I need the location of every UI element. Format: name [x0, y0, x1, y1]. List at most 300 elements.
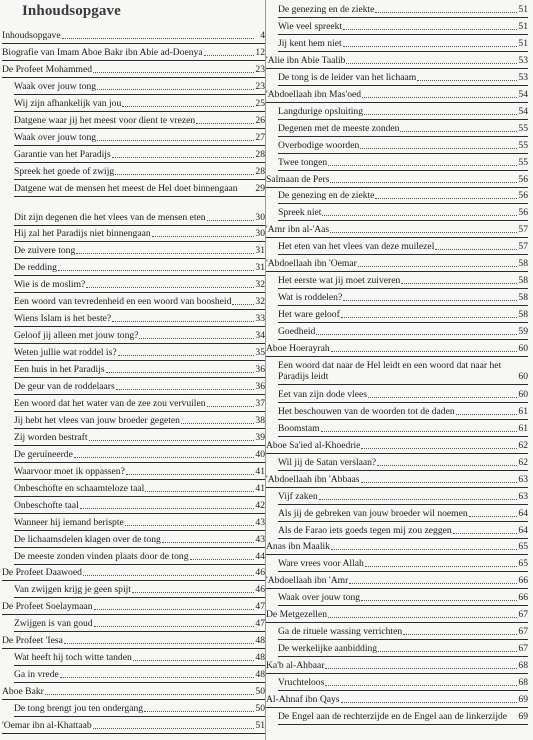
- toc-entry[interactable]: [2, 686, 265, 697]
- toc-entry[interactable]: [266, 89, 528, 100]
- toc-entry-title: De Engel aan de rechterzijde en de Engel aan de linkerzijde: [278, 710, 508, 722]
- toc-entry-title: Anas ibn Maalik: [266, 541, 330, 553]
- toc-entry[interactable]: [266, 106, 528, 117]
- toc-entry-row: [266, 89, 528, 100]
- dot-leader: [375, 190, 517, 199]
- toc-entry-page-number: 43: [255, 516, 265, 528]
- toc-entry[interactable]: [266, 190, 528, 201]
- dot-leader: [94, 618, 254, 627]
- dot-leader: [132, 584, 254, 593]
- toc-entry-title: Wie veel spreekt: [278, 20, 343, 32]
- dot-leader: [365, 558, 517, 567]
- toc-entry[interactable]: [2, 415, 265, 426]
- toc-entry-row: [14, 449, 265, 460]
- dot-leader: [453, 525, 517, 534]
- toc-entry-title: Jij hebt het vlees van jouw broeder gegeten: [14, 414, 180, 426]
- toc-entry-title: Garantie van het Paradijs: [14, 148, 111, 160]
- underline-rule: [266, 68, 528, 69]
- underline-rule: [278, 17, 528, 18]
- toc-entry-row: [2, 635, 265, 646]
- toc-entry[interactable]: [266, 643, 528, 654]
- toc-entry-row: [266, 474, 528, 485]
- toc-entry[interactable]: [2, 483, 265, 494]
- toc-entry[interactable]: [2, 296, 265, 307]
- toc-entry[interactable]: [2, 398, 265, 409]
- toc-entry-page-number: 65: [518, 558, 528, 570]
- underline-rule: [14, 275, 265, 276]
- toc-entry-title: Waak over jouw tong: [278, 592, 361, 604]
- toc-entry-page-number: 60: [518, 343, 528, 354]
- underline-rule: [14, 292, 265, 293]
- toc-entry[interactable]: [266, 541, 528, 552]
- toc-entry-title: Een woord van tevredenheid en een woord van boosheid: [14, 296, 232, 308]
- toc-entry-title: Onbeschofte en schaamteloze taal: [14, 482, 145, 494]
- toc-entry-title: Aboe Hoerayrah: [266, 343, 330, 354]
- toc-entry[interactable]: [266, 457, 528, 468]
- toc-entry-row: [14, 618, 265, 629]
- toc-entry-title: De werkelijke aanbidding: [278, 643, 378, 655]
- toc-entry-page-number: 32: [255, 279, 265, 291]
- toc-entry-page-number: 57: [518, 224, 528, 236]
- toc-entry[interactable]: [2, 149, 265, 160]
- toc-entry[interactable]: [266, 389, 528, 400]
- toc-entry[interactable]: [2, 30, 265, 41]
- toc-entry-title: Wat heeft hij toch witte tanden: [14, 652, 132, 664]
- toc-entry-page-number: 41: [255, 465, 265, 477]
- toc-entry-row: [14, 381, 265, 392]
- toc-entry-row: [278, 207, 528, 218]
- toc-entry-title: Wiens Islam is het beste?: [14, 313, 112, 325]
- toc-entry-row: [278, 360, 528, 382]
- underline-rule: [278, 639, 528, 640]
- toc-entry-title: Waak over jouw tong: [14, 80, 97, 92]
- toc-entry-row: [278, 38, 528, 49]
- toc-entry-page-number: 44: [255, 550, 265, 562]
- dot-leader: [322, 207, 517, 216]
- toc-entry[interactable]: [266, 609, 528, 620]
- toc-entry-title: Ware vrees voor Allah: [278, 558, 364, 570]
- dot-leader: [343, 21, 517, 30]
- toc-entry[interactable]: [266, 575, 528, 586]
- toc-entry-title: Dit zijn degenen die het vlees van de mensen eten: [14, 211, 206, 223]
- toc-entry-row: [14, 415, 265, 426]
- toc-entry-row: [14, 347, 265, 358]
- toc-entry[interactable]: [2, 279, 265, 290]
- toc-entry[interactable]: [2, 584, 265, 595]
- dot-leader: [60, 669, 254, 678]
- toc-entry-page-number: 61: [518, 422, 528, 434]
- dot-leader: [139, 330, 254, 339]
- toc-entry[interactable]: [266, 474, 528, 485]
- toc-entry-title: Datgene waar jij het meest voor dient te vrezen: [14, 114, 196, 126]
- toc-entry-page-number: 31: [255, 245, 265, 257]
- toc-entry-page-number: 65: [518, 541, 528, 553]
- toc-entry-row: [14, 483, 265, 494]
- dot-leader: [361, 474, 517, 483]
- dot-leader: [325, 660, 517, 669]
- toc-entry-title: Spreek het goede of zwijg: [14, 165, 115, 177]
- toc-entry-title: Zwijgen is van goud: [14, 618, 93, 630]
- dot-leader: [97, 81, 254, 90]
- toc-entry-row: [14, 398, 265, 409]
- toc-entry[interactable]: [266, 207, 528, 218]
- underline-rule: [2, 614, 265, 615]
- toc-entry-row: [14, 669, 265, 680]
- underline-rule: [14, 462, 265, 463]
- dot-leader: [93, 64, 254, 73]
- toc-entry-row: [266, 55, 528, 66]
- toc-entry[interactable]: [2, 432, 265, 443]
- toc-entry[interactable]: [266, 224, 528, 235]
- dot-leader: [181, 415, 254, 424]
- dot-leader: [122, 98, 254, 107]
- toc-entry[interactable]: [2, 228, 265, 239]
- underline-rule: [278, 571, 528, 572]
- toc-entry-row: [266, 258, 528, 269]
- toc-entry[interactable]: [266, 406, 528, 417]
- dot-leader: [74, 449, 254, 458]
- dot-leader: [435, 241, 517, 250]
- toc-entry[interactable]: [266, 525, 528, 536]
- toc-entry-row: [14, 81, 265, 92]
- dot-leader: [62, 30, 254, 39]
- toc-entry-title: Aboe Bakr: [2, 686, 44, 698]
- toc-entry[interactable]: [266, 360, 528, 382]
- underline-rule: [278, 170, 528, 171]
- dot-leader: [162, 534, 254, 543]
- toc-entry-title: Als de Farao iets goeds tegen mij zou zeggen: [278, 524, 452, 536]
- dot-leader: [343, 292, 517, 301]
- toc-entry-page-number: 69: [518, 694, 528, 705]
- toc-entry-title: 'Abdoellaah ibn 'Oemar: [266, 258, 357, 270]
- toc-entry[interactable]: [266, 140, 528, 151]
- toc-entry-title: De Profeet Daawoed: [2, 567, 82, 579]
- dot-leader: [403, 626, 517, 635]
- toc-entry-page-number: 27: [255, 131, 265, 143]
- toc-entry-title: Overbodige woorden: [278, 139, 360, 151]
- toc-entry-row: [278, 643, 528, 654]
- toc-entry-title: Vruchteloos: [278, 677, 325, 689]
- toc-entry-row: [278, 4, 528, 15]
- toc-entry-title: Wil jij de Satan verslaan?: [278, 456, 377, 468]
- toc-entry-row: [278, 525, 528, 536]
- underline-rule: [278, 136, 528, 137]
- toc-entry[interactable]: [266, 423, 528, 434]
- toc-entry[interactable]: [2, 500, 265, 511]
- toc-entry[interactable]: [2, 81, 265, 92]
- toc-entry[interactable]: [266, 491, 528, 502]
- toc-entry-title: Zij worden bestraft: [14, 431, 88, 443]
- toc-entry[interactable]: [2, 567, 265, 578]
- toc-entry-row: [278, 123, 528, 134]
- toc-entry-page-number: 56: [518, 190, 528, 202]
- toc-entry[interactable]: [2, 703, 265, 714]
- dot-leader: [80, 500, 254, 509]
- underline-rule: [14, 343, 265, 344]
- toc-entry-row: [2, 64, 265, 75]
- toc-entry-title: Een woord dat naar de Hel leidt en een woord dat naar het Paradijs leidt: [278, 359, 502, 382]
- toc-entry-title: Jij kent hem niet: [278, 37, 342, 49]
- dot-leader: [116, 381, 254, 390]
- toc-entry-row: [14, 115, 265, 126]
- underline-rule: [14, 309, 265, 310]
- toc-entry[interactable]: [2, 212, 265, 223]
- toc-entry[interactable]: [266, 592, 528, 603]
- toc-entry[interactable]: [2, 601, 265, 612]
- dot-leader: [144, 703, 254, 712]
- dot-leader: [401, 275, 517, 284]
- toc-entry[interactable]: [2, 47, 265, 58]
- dot-leader: [204, 47, 254, 56]
- toc-entry-title: Waarvoor moet ik oppassen?: [14, 465, 125, 477]
- underline-rule: [278, 504, 528, 505]
- toc-entry-page-number: 61: [518, 405, 528, 417]
- underline-rule: [2, 43, 265, 44]
- toc-entry[interactable]: [2, 132, 265, 143]
- underline-rule: [14, 326, 265, 327]
- toc-entry-row: [14, 245, 265, 256]
- underline-rule: [266, 673, 528, 674]
- toc-entry-page-number: 50: [255, 686, 265, 698]
- toc-entry-page-number: 51: [255, 720, 265, 731]
- dot-leader: [331, 343, 517, 352]
- dot-leader: [360, 140, 517, 149]
- toc-entry-page-number: 33: [255, 313, 265, 325]
- toc-entry-row: [266, 575, 528, 586]
- toc-entry[interactable]: [266, 660, 528, 671]
- toc-entry-row: [14, 703, 265, 714]
- toc-entry-page-number: 51: [518, 4, 528, 15]
- toc-entry-title: Waak over jouw tong: [14, 131, 97, 143]
- toc-entry-page-number: 60: [518, 388, 528, 400]
- toc-entry-row: [14, 132, 265, 143]
- toc-entry[interactable]: [2, 313, 265, 324]
- toc-entry-row: [278, 21, 528, 32]
- toc-entry[interactable]: [266, 241, 528, 252]
- underline-rule: [278, 402, 528, 403]
- underline-rule: [14, 496, 265, 497]
- toc-entry-title: De redding: [14, 262, 57, 274]
- toc-entry-page-number: 12: [255, 46, 265, 58]
- toc-entry[interactable]: [2, 64, 265, 75]
- toc-entry[interactable]: [266, 275, 528, 286]
- toc-entry[interactable]: [2, 635, 265, 646]
- toc-entry-page-number: 47: [255, 601, 265, 613]
- toc-entry[interactable]: [2, 449, 265, 460]
- toc-entry-title: De genezing en de ziekte: [278, 4, 375, 15]
- toc-entry-page-number: 51: [518, 20, 528, 32]
- dot-leader: [232, 296, 254, 305]
- toc-entry[interactable]: [2, 652, 265, 663]
- toc-entry[interactable]: [266, 694, 528, 705]
- toc-entry-title: Geloof jij alleen met jouw tong?: [14, 330, 139, 342]
- toc-entry-row: [266, 660, 528, 671]
- toc-entry-page-number: 53: [518, 54, 528, 66]
- toc-entry[interactable]: [2, 245, 265, 256]
- dot-leader: [378, 643, 517, 652]
- underline-rule: [14, 225, 265, 226]
- toc-entry-title: Salmaan de Pers: [266, 173, 330, 185]
- dot-leader: [196, 115, 254, 124]
- toc-entry-row: [14, 296, 265, 307]
- toc-entry[interactable]: [2, 364, 265, 375]
- toc-entry[interactable]: [2, 115, 265, 126]
- toc-entry[interactable]: [2, 517, 265, 528]
- toc-entry-page-number: 28: [255, 148, 265, 160]
- underline-rule: [278, 288, 528, 289]
- underline-rule: [14, 428, 265, 429]
- toc-entry[interactable]: [266, 326, 528, 337]
- underline-rule: [14, 241, 265, 242]
- toc-entry-page-number: 69: [518, 710, 528, 722]
- toc-entry-row: [278, 389, 528, 400]
- toc-entry-page-number: 57: [518, 241, 528, 253]
- toc-entry[interactable]: [2, 618, 265, 629]
- toc-entry-title: Het ware geloof: [278, 309, 340, 321]
- toc-entry-row: [14, 330, 265, 341]
- toc-entry-row: [278, 292, 528, 303]
- dot-leader: [126, 466, 254, 475]
- dot-leader: [349, 575, 517, 584]
- toc-entry-row: [278, 592, 528, 603]
- toc-entry-row: [278, 140, 528, 151]
- toc-entry-title: Ga in vrede: [14, 669, 59, 681]
- toc-entry-page-number: 36: [255, 381, 265, 392]
- toc-entry-page-number: 54: [518, 105, 528, 117]
- dot-leader: [358, 258, 517, 267]
- toc-entry-title: Ga de rituele wassing verrichten: [278, 626, 403, 638]
- underline-rule: [278, 419, 528, 420]
- toc-entry-page-number: 47: [255, 618, 265, 630]
- toc-entry-row: [14, 228, 265, 239]
- toc-entry[interactable]: [2, 347, 265, 358]
- toc-entry[interactable]: [266, 558, 528, 569]
- dot-leader: [94, 601, 254, 610]
- underline-rule: [14, 111, 265, 112]
- toc-entry[interactable]: [266, 174, 528, 185]
- toc-entry-row: [266, 343, 528, 354]
- underline-rule: [266, 453, 528, 454]
- toc-entry[interactable]: [266, 292, 528, 303]
- toc-entry-title: Eet van zijn dode vlees: [278, 388, 367, 400]
- toc-entry-page-number: 25: [255, 97, 265, 109]
- toc-entry[interactable]: [2, 166, 265, 177]
- toc-entry-title: Wie is de moslim?: [14, 279, 86, 291]
- toc-entry[interactable]: [2, 551, 265, 562]
- toc-entry[interactable]: [2, 330, 265, 341]
- underline-rule: [14, 716, 265, 717]
- toc-entry-title: 'Oemar ibn al-Khattaab: [2, 720, 92, 731]
- dot-leader: [115, 166, 254, 175]
- toc-entry-title: Al-Ahnaf ibn Qays: [266, 694, 340, 705]
- toc-entry[interactable]: [266, 508, 528, 519]
- toc-entry[interactable]: [266, 440, 528, 451]
- toc-entry[interactable]: [2, 534, 265, 545]
- toc-entry-row: [14, 517, 265, 528]
- toc-entry-row: [278, 157, 528, 168]
- toc-entry-title: Ka'b al-Ahbaar: [266, 660, 325, 672]
- underline-rule: [14, 258, 265, 259]
- toc-entry[interactable]: [2, 466, 265, 477]
- toc-entry[interactable]: [266, 626, 528, 637]
- dot-leader: [456, 406, 517, 415]
- underline-rule: [14, 360, 265, 361]
- toc-entry[interactable]: [2, 669, 265, 680]
- toc-entry-title: De Profeet Soelaymaan: [2, 601, 93, 613]
- toc-entry-page-number: 62: [518, 456, 528, 468]
- toc-entry-row: [14, 262, 265, 273]
- toc-entry-page-number: 63: [518, 490, 528, 502]
- toc-entry-row: [278, 491, 528, 502]
- toc-entry-page-number: 56: [518, 207, 528, 219]
- dot-leader: [207, 398, 254, 407]
- underline-rule: [2, 733, 265, 734]
- toc-entry[interactable]: [266, 38, 528, 49]
- toc-entry-page-number: 58: [518, 275, 528, 287]
- toc-entry-title: Twee tongen: [278, 156, 328, 168]
- underline-rule: [14, 445, 265, 446]
- toc-entry[interactable]: [2, 381, 265, 392]
- toc-entry-row: [266, 224, 528, 235]
- toc-entry-row: [14, 466, 265, 477]
- toc-entry[interactable]: [266, 258, 528, 269]
- toc-entry-page-number: 55: [518, 139, 528, 151]
- dot-leader: [207, 212, 254, 221]
- toc-entry-page-number: 26: [255, 114, 265, 126]
- toc-entry[interactable]: [266, 21, 528, 32]
- toc-entry[interactable]: [2, 98, 265, 109]
- dot-leader: [328, 609, 517, 618]
- toc-entry-row: [278, 558, 528, 569]
- toc-entry[interactable]: [266, 157, 528, 168]
- toc-entry-title: 'Abdoellaah ibn Mas'oed: [266, 88, 362, 100]
- toc-entry[interactable]: [2, 262, 265, 273]
- dot-leader: [330, 174, 517, 183]
- dot-leader: [328, 157, 517, 166]
- toc-entry-page-number: 34: [255, 330, 265, 342]
- toc-entry[interactable]: [266, 711, 528, 722]
- toc-entry-page-number: 30: [255, 211, 265, 223]
- toc-entry-title: Vijf zaken: [278, 490, 318, 502]
- toc-entry-page-number: 29: [255, 182, 265, 194]
- dot-leader: [361, 592, 517, 601]
- toc-entry-title: 'Abdoellaah ibn 'Abbaas: [266, 473, 360, 485]
- toc-entry-row: [278, 190, 528, 201]
- toc-entry-page-number: 4: [260, 30, 265, 41]
- toc-entry[interactable]: [2, 720, 265, 731]
- toc-entry[interactable]: [266, 55, 528, 66]
- underline-rule: [278, 656, 528, 657]
- dot-leader: [316, 326, 517, 335]
- underline-rule: [14, 530, 265, 531]
- underline-rule: [14, 665, 265, 666]
- underline-rule: [2, 699, 265, 700]
- underline-rule: [14, 479, 265, 480]
- dot-leader: [341, 309, 517, 318]
- toc-entry[interactable]: [266, 123, 528, 134]
- toc-entry[interactable]: [266, 343, 528, 354]
- page-title: Inhoudsopgave: [22, 3, 121, 19]
- toc-entry[interactable]: [266, 4, 528, 15]
- toc-entry-title: De tong is de leider van het lichaam: [278, 71, 417, 83]
- toc-entry[interactable]: [266, 677, 528, 688]
- toc-entry-page-number: 46: [255, 584, 265, 596]
- dot-leader: [125, 517, 254, 526]
- toc-entry[interactable]: [2, 183, 265, 194]
- toc-entry[interactable]: [266, 309, 528, 320]
- toc-entry-page-number: 43: [255, 533, 265, 545]
- toc-entry[interactable]: [266, 72, 528, 83]
